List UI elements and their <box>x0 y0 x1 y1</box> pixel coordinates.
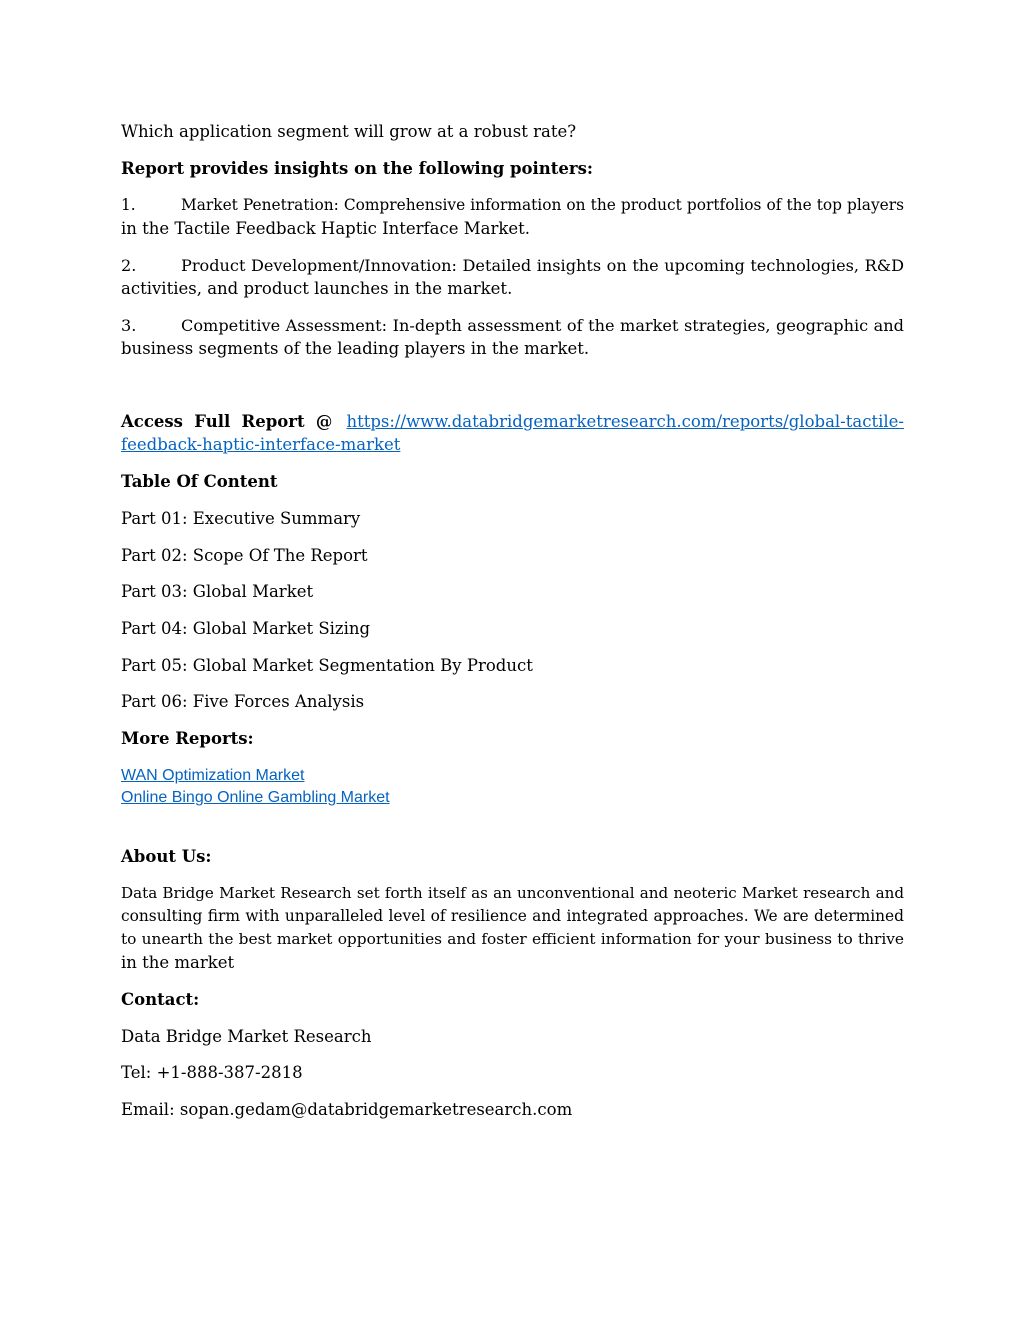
pointer-3-line-2: business segments of the leading players in the market. <box>121 339 590 358</box>
pointer-2-line-2: activities, and product launches in the market. <box>121 279 513 298</box>
toc-item: Part 03: Global Market <box>121 582 314 601</box>
pointer-1-line-2: in the Tactile Feedback Haptic Interface Market. <box>121 219 530 238</box>
contact-phone: Tel: +1-888-387-2818 <box>121 1063 303 1082</box>
pointer-1-number: 1. <box>121 196 136 214</box>
about-text-line: to unearth the best market opportunities and foster efficient information for your business to thrive <box>121 930 904 948</box>
online-bingo-link[interactable]: Online Bingo Online Gambling Market <box>121 789 390 806</box>
intro-question: Which application segment will grow at a robust rate? <box>121 122 577 141</box>
report-link[interactable]: https://www.databridgemarketresearch.com/reports/global-tactile- <box>346 412 904 431</box>
contact-email: Email: sopan.gedam@databridgemarketresearch.com <box>121 1100 573 1119</box>
report-link-line-2 <box>121 433 904 456</box>
pointer-2-text: Product Development/Innovation: Detailed insights on the upcoming technologies, R&D <box>181 256 904 275</box>
pointer-1-text: Market Penetration: Comprehensive information on the product portfolios of the top players <box>181 196 904 214</box>
toc-item: Part 01: Executive Summary <box>121 509 361 528</box>
more-reports-link-row <box>121 786 904 809</box>
toc-item: Part 05: Global Market Segmentation By Product <box>121 656 533 675</box>
pointers-heading: Report provides insights on the following pointers: <box>121 159 593 178</box>
about-heading: About Us: <box>121 847 212 866</box>
toc-heading: Table Of Content <box>121 472 278 491</box>
about-text-line: consulting firm with unparalleled level of resilience and integrated approaches. We are determined <box>121 907 904 925</box>
access-report-line <box>121 410 904 433</box>
pointer-3-line-1 <box>121 314 904 337</box>
pointer-2-line-1 <box>121 254 904 277</box>
contact-heading: Contact: <box>121 990 200 1009</box>
contact-company: Data Bridge Market Research <box>121 1027 372 1046</box>
more-reports-heading: More Reports: <box>121 729 254 748</box>
pointer-2-number: 2. <box>121 256 137 275</box>
wan-optimization-link[interactable]: WAN Optimization Market <box>121 767 305 784</box>
report-link-continued[interactable]: feedback-haptic-interface-market <box>121 435 401 454</box>
more-reports-link-row <box>121 764 904 787</box>
pointer-1-line-1 <box>121 194 904 217</box>
toc-item: Part 06: Five Forces Analysis <box>121 692 365 711</box>
toc-item: Part 04: Global Market Sizing <box>121 619 371 638</box>
pointer-3-text: Competitive Assessment: In-depth assessment of the market strategies, geographic and <box>181 316 904 335</box>
about-text-line: in the market <box>121 953 235 972</box>
about-text-line: Data Bridge Market Research set forth itself as an unconventional and neoteric Market research and <box>121 884 904 902</box>
access-report-label: Access Full Report @ <box>121 412 333 431</box>
pointer-3-number: 3. <box>121 316 137 335</box>
toc-item: Part 02: Scope Of The Report <box>121 546 368 565</box>
